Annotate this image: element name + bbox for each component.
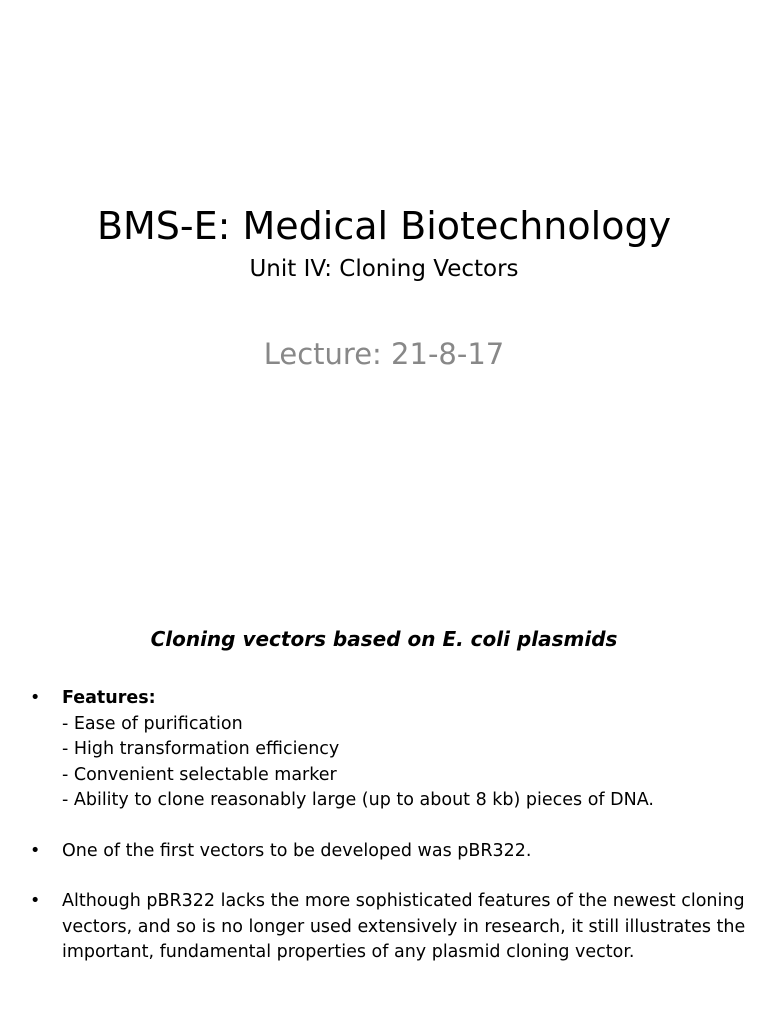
feature-line: - Convenient selectable marker — [62, 764, 337, 785]
feature-line: - Ability to clone reasonably large (up to about 8 kb) pieces of DNA. — [62, 790, 654, 810]
bullet-text: Although pBR322 lacks the more sophisticated features of the newest cloning vectors, and so is no longer used extensively in research, it still illustrates the important, fundamental properties of any plasmid cloning vector. — [62, 891, 746, 962]
bullet-item-pbr322 — [30, 839, 750, 865]
presentation-subtitle: Unit IV: Cloning Vectors — [249, 256, 519, 282]
feature-line: - High transformation efficiency — [62, 739, 340, 759]
presentation-title: BMS-E: Medical Biotechnology — [96, 204, 672, 248]
bullet-dot-icon: • — [30, 840, 41, 861]
bullet-label: Features: — [62, 688, 156, 708]
bullet-item-features — [30, 686, 750, 814]
content-slide — [0, 512, 768, 1024]
lecture-date: Lecture: 21-8-17 — [263, 337, 505, 371]
bullet-dot-icon: • — [30, 688, 41, 708]
bullet-dot-icon: • — [30, 891, 41, 911]
slide-heading: Cloning vectors based on E. coli plasmids — [150, 627, 618, 651]
bullet-text: One of the first vectors to be developed was pBR322. — [62, 840, 532, 861]
bullet-list — [30, 686, 750, 991]
bullet-item-properties — [30, 889, 750, 966]
feature-line: - Ease of purification — [62, 713, 243, 734]
